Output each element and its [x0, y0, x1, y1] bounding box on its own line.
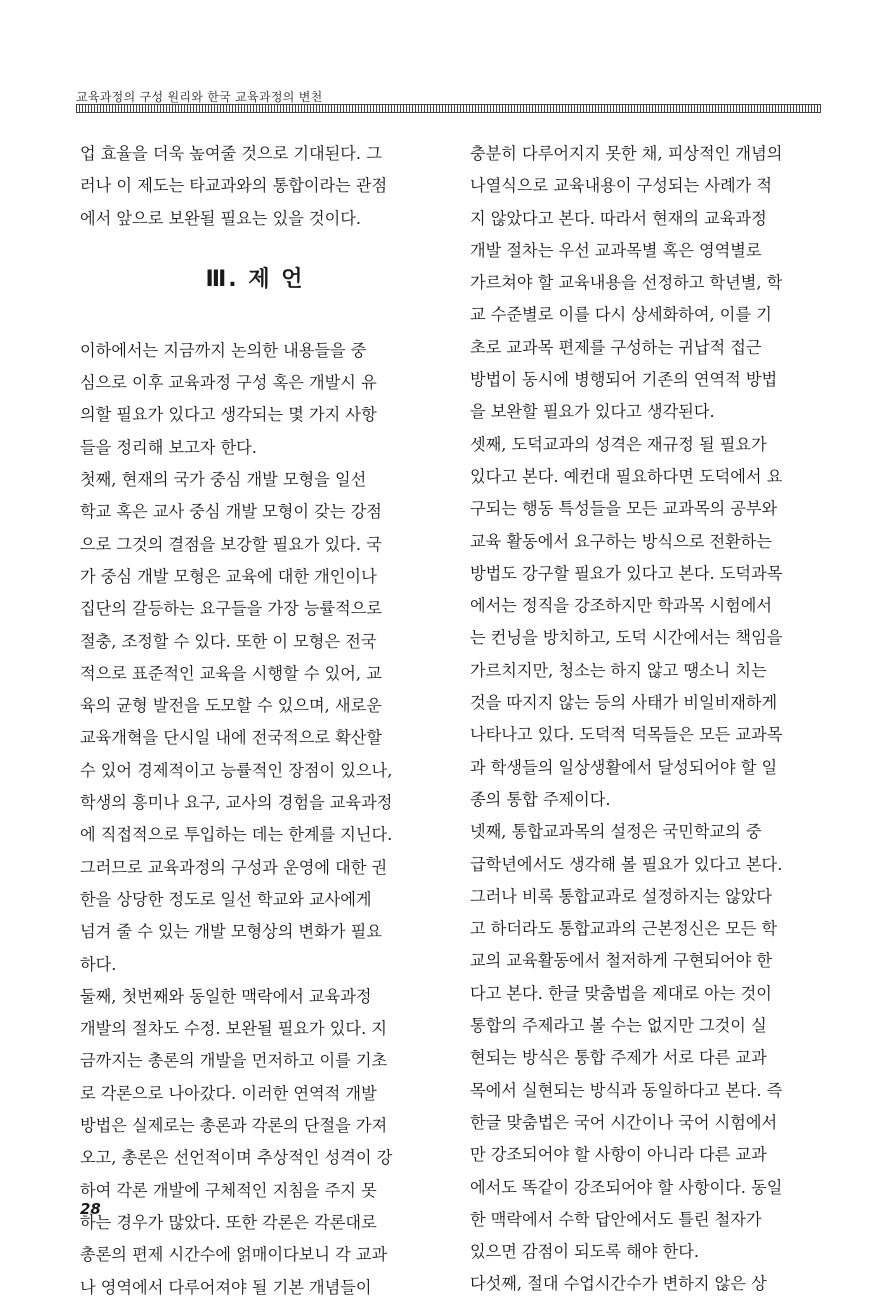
text-line: 초로 교과목 편제를 구성하는 귀납적 접근 [470, 337, 762, 357]
text-line: 에 직접적으로 투입하는 데는 한계를 지닌다. [80, 825, 393, 845]
running-head-title: 교육과정의 구성 원리와 한국 교육과정의 변천 [76, 90, 323, 104]
text-line: 한글 맞춤법은 국어 시간이나 국어 시험에서 [470, 1112, 778, 1132]
text-line: 오고, 총론은 선언적이며 추상적인 성격이 강 [80, 1148, 393, 1168]
text-line: 교의 교육활동에서 철저하게 구현되어야 한 [470, 951, 773, 971]
text-line: 구되는 행동 특성들을 모든 교과목의 공부와 [470, 499, 778, 519]
text-line: 가 중심 개발 모형은 교육에 대한 개인이나 [80, 566, 377, 586]
text-line: 한을 상당한 정도로 일선 학교와 교사에게 [80, 889, 372, 909]
text-line: 현되는 방식은 통합 주제가 서로 다른 교과 [470, 1048, 767, 1068]
text-line: 들을 정리해 보고자 한다. [80, 437, 257, 457]
text-line: 심으로 이후 교육과정 구성 혹은 개발시 유 [80, 373, 377, 393]
text-line: 업 효율을 더욱 높여줄 것으로 기대된다. 그 [80, 144, 382, 163]
text-line: 가르치지만, 청소는 하지 않고 땡소니 치는 [470, 660, 767, 680]
text-line: 학교 혹은 교사 중심 개발 모형이 갖는 강점 [80, 502, 382, 522]
text-line: 집단의 갈등하는 요구들을 가장 능률적으로 [80, 599, 383, 619]
text-line: 지 않았다고 본다. 따라서 현재의 교육과정 [470, 208, 767, 228]
paragraph-first-point [80, 464, 430, 981]
right-column [470, 138, 820, 1301]
text-line: 둘째, 첫번째와 동일한 맥락에서 교육과정 [80, 986, 372, 1006]
text-line: 있으면 감점이 되도록 해야 한다. [470, 1242, 700, 1262]
text-line: 첫째, 현재의 국가 중심 개발 모형을 일선 [80, 470, 367, 490]
text-line: 만 강조되어야 할 사항이 아니라 다른 교과 [470, 1145, 767, 1165]
text-line: 하다. [80, 954, 117, 974]
text-line: 으로 그것의 결점을 보강할 필요가 있다. 국 [80, 534, 382, 554]
text-line: 목에서 실현되는 방식과 동일하다고 본다. 즉 [470, 1080, 783, 1100]
paragraph-fourth-point [470, 816, 820, 1268]
page-number: 28 [80, 1200, 101, 1218]
text-line: 과 학생들의 일상생활에서 달성되어야 할 일 [470, 757, 778, 777]
text-line: 절충, 조정할 수 있다. 또한 이 모형은 전국 [80, 631, 377, 651]
paragraph-intro-summary [80, 335, 430, 464]
header-rule [76, 104, 821, 113]
text-line: 에서는 정직을 강조하지만 학과목 시험에서 [470, 596, 773, 616]
text-line: 로 각론으로 나아갔다. 이러한 연역적 개발 [80, 1083, 377, 1103]
text-line: 에서 앞으로 보완될 필요는 있을 것이다. [80, 208, 362, 228]
text-line: 을 보완할 필요가 있다고 생각된다. [470, 402, 715, 422]
section-heading: Ⅲ. 제 언 [205, 266, 305, 292]
text-line: 방법이 동시에 병행되어 기존의 연역적 방법 [470, 370, 778, 390]
text-line: 있다고 본다. 예컨대 필요하다면 도덕에서 요 [470, 466, 783, 486]
text-line: 개발의 절차도 수정. 보완될 필요가 있다. 지 [80, 1019, 387, 1039]
text-line: 한 맥락에서 수학 답안에서도 틀린 철자가 [470, 1209, 762, 1229]
text-line: 방법은 실제로는 총론과 각론의 단절을 가져 [80, 1116, 388, 1136]
text-line: 교육 활동에서 요구하는 방식으로 전환하는 [470, 531, 773, 551]
text-line: 의할 필요가 있다고 생각되는 몇 가지 사항 [80, 405, 377, 425]
text-line: 넷째, 통합교과목의 설정은 국민학교의 중 [470, 822, 762, 842]
left-column [80, 138, 430, 1304]
text-line: 러나 이 제도는 타교과와의 통합이라는 관점 [80, 176, 388, 196]
text-line: 나열식으로 교육내용이 구성되는 사례가 적 [470, 176, 773, 196]
text-line: 것을 따지지 않는 등의 사태가 비일비재하게 [470, 693, 778, 713]
text-line: 충분히 다루어지지 못한 채, 피상적인 개념의 [470, 144, 783, 163]
text-line: 통합의 주제라고 볼 수는 없지만 그것이 실 [470, 1016, 767, 1036]
paragraph-second-point-cont [470, 138, 820, 429]
text-line: 하여 각론 개발에 구체적인 지침을 주지 못 [80, 1180, 377, 1200]
text-line: 수 있어 경제적이고 능률적인 장점이 있으나, [80, 760, 393, 780]
text-line: 에서도 똑같이 강조되어야 할 사항이다. 동일 [470, 1177, 783, 1197]
text-line: 넘겨 줄 수 있는 개발 모형상의 변화가 필요 [80, 922, 382, 942]
text-line: 가르쳐야 할 교육내용을 선정하고 학년별, 학 [470, 273, 783, 293]
text-line: 고 하더라도 통합교과의 근본정신은 모든 학 [470, 919, 778, 939]
intro-paragraph [80, 138, 430, 235]
text-line: 다고 본다. 한글 맞춤법을 제대로 아는 것이 [470, 983, 772, 1003]
text-line: 다섯째, 절대 수업시간수가 변하지 않은 상 [470, 1274, 767, 1294]
text-line: 그러므로 교육과정의 구성과 운영에 대한 권 [80, 857, 388, 877]
text-line: 총론의 편제 시간수에 얽매이다보니 각 교과 [80, 1245, 388, 1265]
paragraph-second-point [80, 981, 430, 1304]
text-line: 셋째, 도덕교과의 성격은 재규정 될 필요가 [470, 434, 767, 454]
text-line: 하는 경우가 많았다. 또한 각론은 각론대로 [80, 1212, 377, 1232]
text-line: 는 컨닝을 방치하고, 도덕 시간에서는 책임을 [470, 628, 783, 648]
text-line: 그러나 비록 통합교과로 설정하지는 않았다 [470, 886, 773, 906]
text-line: 종의 통합 주제이다. [470, 789, 611, 809]
text-line: 개발 절차는 우선 교과목별 혹은 영역별로 [470, 240, 762, 260]
text-line: 적으로 표준적인 교육을 시행할 수 있어, 교 [80, 663, 382, 683]
text-line: 금까지는 총론의 개발을 먼저하고 이를 기초 [80, 1051, 388, 1071]
text-line: 육의 균형 발전을 도모할 수 있으며, 새로운 [80, 696, 382, 716]
text-line: 급학년에서도 생각해 볼 필요가 있다고 본다. [470, 854, 783, 874]
text-line: 나타나고 있다. 도덕적 덕목들은 모든 교과목 [470, 725, 783, 745]
text-line: 방법도 강구할 필요가 있다고 본다. 도덕과목 [470, 563, 783, 583]
paragraph-fifth-point [470, 1268, 820, 1300]
text-line: 이하에서는 지금까지 논의한 내용들을 중 [80, 340, 367, 360]
text-line: 교 수준별로 이를 다시 상세화하여, 이를 기 [470, 305, 772, 325]
text-line: 교육개혁을 단시일 내에 전국적으로 확산할 [80, 728, 383, 748]
text-line: 학생의 흥미나 요구, 교사의 경험을 교육과정 [80, 793, 393, 813]
text-line: 나 영역에서 다루어져야 될 기본 개념들이 [80, 1277, 372, 1297]
paragraph-third-point [470, 429, 820, 817]
